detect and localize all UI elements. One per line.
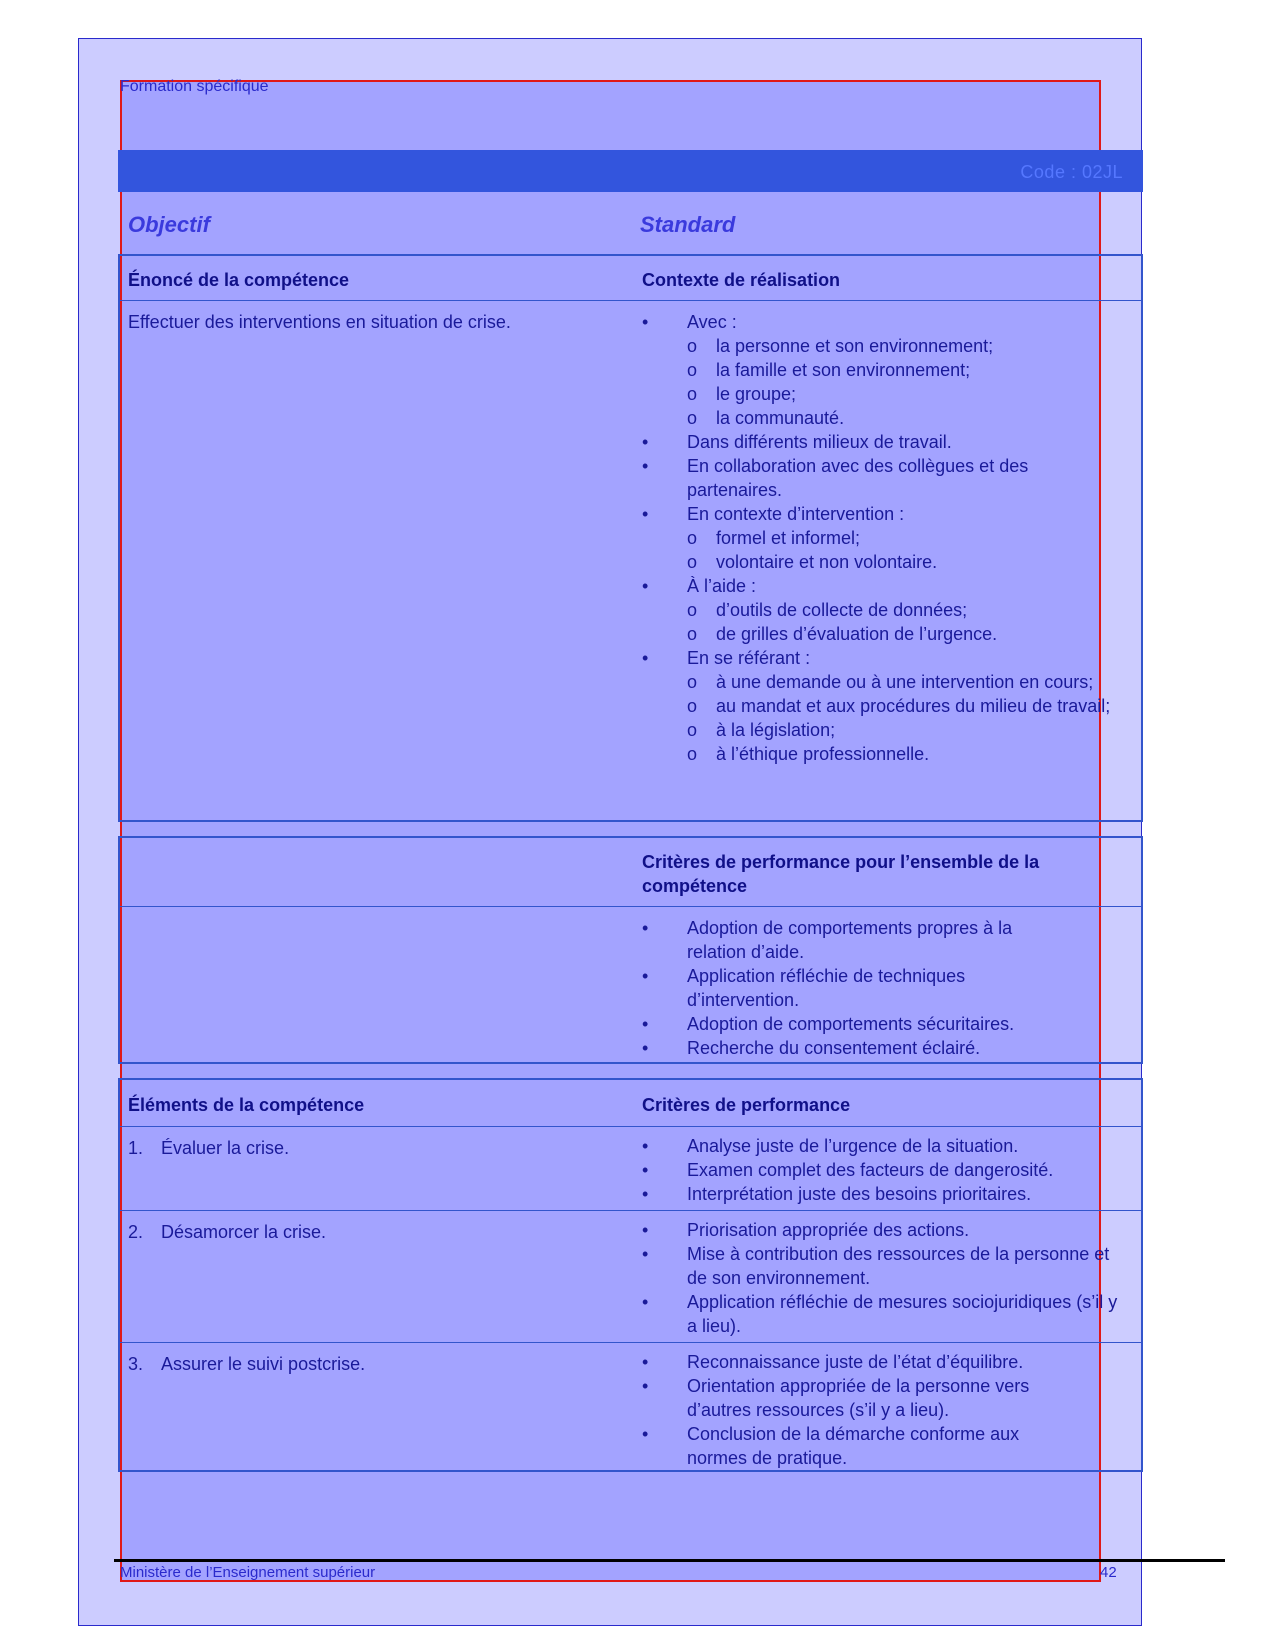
sub-bullet-item	[642, 598, 1112, 622]
row-divider	[120, 1126, 1141, 1127]
bullet-icon: •	[642, 966, 649, 986]
code-bar	[118, 150, 1143, 192]
sub-bullet-text: à une demande ou à une intervention en cours;	[716, 672, 1094, 692]
row-divider	[120, 1342, 1141, 1343]
bullet-text: Adoption de comportements sécuritaires.	[687, 1014, 1015, 1034]
row-divider	[120, 1210, 1141, 1211]
bullet-icon: •	[642, 504, 649, 524]
row-divider	[120, 906, 1141, 907]
enonce-text: Effectuer des interventions en situation de crise.	[128, 312, 511, 332]
element-num: 3.	[128, 1354, 144, 1374]
sub-bullet-icon: o	[687, 624, 698, 644]
bullet-icon: •	[642, 1014, 649, 1034]
bullet-icon: •	[642, 1292, 649, 1312]
sub-bullet-text: le groupe;	[716, 384, 797, 404]
bullet-text: Analyse juste de l’urgence de la situation.	[687, 1136, 1019, 1156]
sub-bullet-text: volontaire et non volontaire.	[716, 552, 938, 572]
bullet-text: Mise à contribution des ressources de la personne et de son environnement.	[687, 1244, 1110, 1288]
page-number: 42	[1100, 1564, 1117, 1581]
bullet-text: Application réfléchie de techniques d’intervention.	[687, 966, 966, 1010]
bullet-icon: •	[642, 1376, 649, 1396]
bullet-text: Recherche du consentement éclairé.	[687, 1038, 981, 1058]
sub-bullet-text: à l’éthique professionnelle.	[716, 744, 930, 764]
bullet-icon: •	[642, 456, 649, 476]
bullet-item	[642, 574, 1112, 598]
element-num: 2.	[128, 1222, 144, 1242]
sub-bullet-text: à la législation;	[716, 720, 836, 740]
sub-bullet-icon: o	[687, 336, 698, 356]
bullet-item	[642, 1290, 1122, 1338]
bullet-icon: •	[642, 918, 649, 938]
bullet-text: Dans différents milieux de travail.	[687, 432, 952, 452]
bullet-text: Avec :	[687, 312, 737, 332]
sub-bullet-item	[642, 694, 1112, 718]
bullet-icon: •	[642, 648, 649, 668]
bullet-text: En se référant :	[687, 648, 811, 668]
bullet-text: À l’aide :	[687, 576, 757, 596]
sub-bullet-icon: o	[687, 696, 698, 716]
bullet-item	[642, 1134, 1122, 1158]
bullet-item	[642, 1158, 1122, 1182]
criteria-list-3	[642, 1350, 1082, 1470]
bullet-icon: •	[642, 1184, 649, 1204]
criteria-list-2	[642, 1218, 1122, 1338]
enonce-box	[118, 254, 1143, 822]
criteria-list-1	[642, 1134, 1122, 1206]
sub-bullet-item	[642, 334, 1112, 358]
bullet-text: Examen complet des facteurs de dangerosité.	[687, 1160, 1054, 1180]
criteres-title: Critères de performance	[642, 1095, 851, 1115]
objectif-heading: Objectif	[128, 212, 210, 237]
bullet-text: Conclusion de la démarche conforme aux normes de pratique.	[687, 1424, 1020, 1468]
element-row-3	[128, 1352, 365, 1376]
sub-bullet-text: d’outils de collecte de données;	[716, 600, 968, 620]
sub-bullet-item	[642, 526, 1112, 550]
sub-bullet-text: la personne et son environnement;	[716, 336, 994, 356]
bullet-item	[642, 1350, 1082, 1374]
element-label: Désamorcer la crise.	[161, 1222, 327, 1242]
bullet-icon: •	[642, 312, 649, 332]
bullet-item	[642, 430, 1112, 454]
sub-bullet-text: la famille et son environnement;	[716, 360, 971, 380]
sub-bullet-icon: o	[687, 720, 698, 740]
bullet-text: Interprétation juste des besoins prioritaires.	[687, 1184, 1032, 1204]
bullet-icon: •	[642, 576, 649, 596]
sub-bullet-icon: o	[687, 744, 698, 764]
standard-heading: Standard	[640, 212, 736, 237]
bullet-text: Adoption de comportements propres à la relation d’aide.	[687, 918, 1013, 962]
sub-bullet-item	[642, 550, 1112, 574]
sub-bullet-icon: o	[687, 672, 698, 692]
elements-box	[118, 1078, 1143, 1472]
sub-bullet-text: au mandat et aux procédures du milieu de travail;	[716, 696, 1111, 716]
bullet-item	[642, 964, 1062, 1012]
sub-bullet-item	[642, 718, 1112, 742]
sub-bullet-text: formel et informel;	[716, 528, 861, 548]
bullet-text: Priorisation appropriée des actions.	[687, 1220, 970, 1240]
bullet-text: Orientation appropriée de la personne vers d’autres ressources (s’il y a lieu).	[687, 1376, 1030, 1420]
sub-bullet-item	[642, 670, 1112, 694]
header-section: Formation spécifique	[120, 78, 269, 95]
bullet-item	[642, 1242, 1122, 1290]
criteres-ensemble-box	[118, 836, 1143, 1064]
enonce-title: Énoncé de la compétence	[128, 270, 350, 290]
bullet-icon: •	[642, 1160, 649, 1180]
bullet-icon: •	[642, 1244, 649, 1264]
row-divider	[120, 300, 1141, 301]
sub-bullet-item	[642, 406, 1112, 430]
sub-bullet-item	[642, 742, 1112, 766]
sub-bullet-icon: o	[687, 552, 698, 572]
bullet-item	[642, 1374, 1082, 1422]
bullet-icon: •	[642, 1424, 649, 1444]
element-label: Assurer le suivi postcrise.	[161, 1354, 366, 1374]
element-num: 1.	[128, 1138, 144, 1158]
footer-rule	[114, 1559, 1225, 1562]
bullet-item	[642, 1036, 1062, 1060]
bullet-text: En contexte d’intervention :	[687, 504, 905, 524]
bullet-item	[642, 1422, 1082, 1470]
bullet-item	[642, 646, 1112, 670]
sub-bullet-icon: o	[687, 408, 698, 428]
bullet-item	[642, 454, 1112, 502]
element-row-1	[128, 1136, 289, 1160]
sub-bullet-icon: o	[687, 600, 698, 620]
bullet-text: En collaboration avec des collègues et des partenaires.	[687, 456, 1029, 500]
bullet-item	[642, 916, 1062, 964]
code-label: Code : 02JL	[1020, 162, 1123, 182]
elements-title: Éléments de la compétence	[128, 1095, 365, 1115]
sub-bullet-item	[642, 622, 1112, 646]
bullet-item	[642, 1182, 1122, 1206]
contexte-list	[642, 310, 1112, 766]
element-row-2	[128, 1220, 326, 1244]
sub-bullet-item	[642, 358, 1112, 382]
contexte-title: Contexte de réalisation	[642, 270, 841, 290]
sub-bullet-icon: o	[687, 360, 698, 380]
sub-bullet-text: la communauté.	[716, 408, 845, 428]
bullet-item	[642, 310, 1112, 334]
bullet-icon: •	[642, 1136, 649, 1156]
bullet-icon: •	[642, 1352, 649, 1372]
bullet-icon: •	[642, 1038, 649, 1058]
sub-bullet-text: de grilles d’évaluation de l’urgence.	[716, 624, 998, 644]
footer-ministry: Ministère de l’Enseignement supérieur	[120, 1564, 376, 1581]
bullet-item	[642, 1218, 1122, 1242]
sub-bullet-item	[642, 382, 1112, 406]
criteres-ensemble-title: Critères de performance pour l’ensemble de la compétence	[642, 852, 1040, 896]
bullet-icon: •	[642, 432, 649, 452]
element-label: Évaluer la crise.	[161, 1138, 290, 1158]
criteres-ensemble-list	[642, 916, 1062, 1060]
bullet-item	[642, 502, 1112, 526]
bullet-icon: •	[642, 1220, 649, 1240]
bullet-item	[642, 1012, 1062, 1036]
sub-bullet-icon: o	[687, 384, 698, 404]
bullet-text: Reconnaissance juste de l’état d’équilibre.	[687, 1352, 1024, 1372]
sub-bullet-icon: o	[687, 528, 698, 548]
bullet-text: Application réfléchie de mesures sociojuridiques (s’il y a lieu).	[687, 1292, 1118, 1336]
